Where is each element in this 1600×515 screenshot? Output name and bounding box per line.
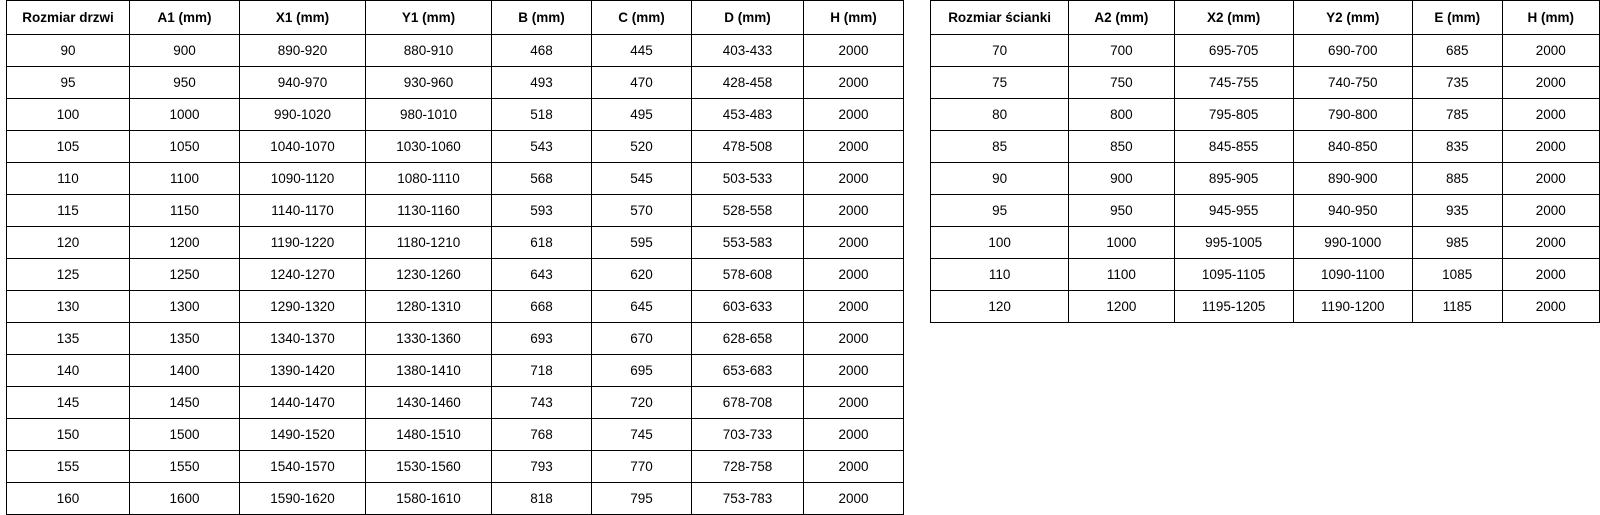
doors-cell: 135 — [7, 323, 130, 355]
walls-cell: 995-1005 — [1174, 227, 1293, 259]
doors-cell: 678-708 — [692, 387, 804, 419]
doors-cell: 2000 — [804, 163, 904, 195]
doors-cell: 643 — [492, 259, 592, 291]
doors-cell: 1030-1060 — [366, 131, 492, 163]
walls-cell: 1100 — [1069, 259, 1174, 291]
walls-cell: 845-855 — [1174, 131, 1293, 163]
table-row — [7, 323, 904, 355]
walls-cell: 2000 — [1502, 291, 1599, 323]
doors-table-container — [6, 0, 904, 515]
table-row — [931, 259, 1600, 291]
doors-cell: 880-910 — [366, 35, 492, 67]
doors-cell: 2000 — [804, 227, 904, 259]
table-row — [931, 67, 1600, 99]
doors-cell: 628-658 — [692, 323, 804, 355]
doors-cell: 1240-1270 — [240, 259, 366, 291]
doors-cell: 570 — [592, 195, 692, 227]
walls-column-header: A2 (mm) — [1069, 1, 1174, 35]
doors-cell: 695 — [592, 355, 692, 387]
doors-cell: 595 — [592, 227, 692, 259]
doors-cell: 890-920 — [240, 35, 366, 67]
walls-cell: 1190-1200 — [1293, 291, 1412, 323]
walls-cell: 100 — [931, 227, 1069, 259]
walls-cell: 695-705 — [1174, 35, 1293, 67]
doors-cell: 520 — [592, 131, 692, 163]
doors-cell: 1100 — [130, 163, 240, 195]
doors-cell: 980-1010 — [366, 99, 492, 131]
doors-cell: 1280-1310 — [366, 291, 492, 323]
doors-cell: 753-783 — [692, 483, 804, 515]
walls-cell: 2000 — [1502, 227, 1599, 259]
walls-cell: 800 — [1069, 99, 1174, 131]
walls-cell: 90 — [931, 163, 1069, 195]
doors-cell: 543 — [492, 131, 592, 163]
doors-cell: 2000 — [804, 195, 904, 227]
doors-cell: 140 — [7, 355, 130, 387]
doors-cell: 2000 — [804, 451, 904, 483]
doors-cell: 100 — [7, 99, 130, 131]
table-row — [7, 67, 904, 99]
doors-cell: 1480-1510 — [366, 419, 492, 451]
doors-cell: 1450 — [130, 387, 240, 419]
doors-cell: 900 — [130, 35, 240, 67]
walls-cell: 690-700 — [1293, 35, 1412, 67]
doors-cell: 2000 — [804, 131, 904, 163]
doors-column-header: Rozmiar drzwi — [7, 1, 130, 35]
walls-column-header: E (mm) — [1412, 1, 1502, 35]
doors-cell: 453-483 — [692, 99, 804, 131]
doors-cell: 720 — [592, 387, 692, 419]
table-row — [7, 259, 904, 291]
doors-cell: 1530-1560 — [366, 451, 492, 483]
doors-cell: 2000 — [804, 387, 904, 419]
doors-cell: 593 — [492, 195, 592, 227]
doors-cell: 445 — [592, 35, 692, 67]
doors-cell: 493 — [492, 67, 592, 99]
doors-cell: 1080-1110 — [366, 163, 492, 195]
doors-cell: 403-433 — [692, 35, 804, 67]
walls-cell: 685 — [1412, 35, 1502, 67]
walls-cell: 745-755 — [1174, 67, 1293, 99]
table-row — [931, 227, 1600, 259]
walls-cell: 2000 — [1502, 99, 1599, 131]
doors-cell: 1230-1260 — [366, 259, 492, 291]
walls-cell: 85 — [931, 131, 1069, 163]
table-row — [7, 451, 904, 483]
doors-cell: 603-633 — [692, 291, 804, 323]
table-row — [931, 163, 1600, 195]
doors-cell: 1350 — [130, 323, 240, 355]
doors-cell: 145 — [7, 387, 130, 419]
doors-cell: 110 — [7, 163, 130, 195]
walls-cell: 2000 — [1502, 163, 1599, 195]
doors-cell: 1550 — [130, 451, 240, 483]
walls-cell: 70 — [931, 35, 1069, 67]
doors-cell: 668 — [492, 291, 592, 323]
doors-cell: 1500 — [130, 419, 240, 451]
doors-cell: 653-683 — [692, 355, 804, 387]
table-row — [7, 195, 904, 227]
doors-cell: 1040-1070 — [240, 131, 366, 163]
doors-cell: 793 — [492, 451, 592, 483]
walls-cell: 1000 — [1069, 227, 1174, 259]
walls-cell: 840-850 — [1293, 131, 1412, 163]
doors-cell: 2000 — [804, 323, 904, 355]
doors-cell: 553-583 — [692, 227, 804, 259]
table-row — [931, 131, 1600, 163]
doors-cell: 940-970 — [240, 67, 366, 99]
walls-table-header — [931, 1, 1600, 35]
walls-cell: 110 — [931, 259, 1069, 291]
walls-column-header: H (mm) — [1502, 1, 1599, 35]
walls-cell: 750 — [1069, 67, 1174, 99]
doors-cell: 1050 — [130, 131, 240, 163]
doors-cell: 618 — [492, 227, 592, 259]
doors-cell: 950 — [130, 67, 240, 99]
doors-cell: 745 — [592, 419, 692, 451]
walls-cell: 950 — [1069, 195, 1174, 227]
walls-cell: 990-1000 — [1293, 227, 1412, 259]
walls-cell: 740-750 — [1293, 67, 1412, 99]
doors-cell: 90 — [7, 35, 130, 67]
doors-table-body — [7, 35, 904, 515]
walls-cell: 890-900 — [1293, 163, 1412, 195]
doors-cell: 468 — [492, 35, 592, 67]
doors-cell: 545 — [592, 163, 692, 195]
walls-cell: 1085 — [1412, 259, 1502, 291]
doors-cell: 1330-1360 — [366, 323, 492, 355]
walls-cell: 80 — [931, 99, 1069, 131]
doors-cell: 2000 — [804, 35, 904, 67]
doors-column-header: B (mm) — [492, 1, 592, 35]
doors-cell: 1000 — [130, 99, 240, 131]
table-row — [7, 227, 904, 259]
walls-cell: 2000 — [1502, 195, 1599, 227]
doors-cell: 95 — [7, 67, 130, 99]
table-header-row — [931, 1, 1600, 35]
walls-cell: 2000 — [1502, 259, 1599, 291]
doors-cell: 1090-1120 — [240, 163, 366, 195]
doors-cell: 578-608 — [692, 259, 804, 291]
doors-cell: 105 — [7, 131, 130, 163]
doors-cell: 743 — [492, 387, 592, 419]
doors-cell: 1540-1570 — [240, 451, 366, 483]
doors-cell: 470 — [592, 67, 692, 99]
doors-cell: 568 — [492, 163, 592, 195]
walls-column-header: X2 (mm) — [1174, 1, 1293, 35]
doors-cell: 693 — [492, 323, 592, 355]
doors-cell: 645 — [592, 291, 692, 323]
walls-cell: 790-800 — [1293, 99, 1412, 131]
doors-cell: 930-960 — [366, 67, 492, 99]
table-row — [7, 419, 904, 451]
doors-cell: 1250 — [130, 259, 240, 291]
doors-cell: 620 — [592, 259, 692, 291]
doors-column-header: Y1 (mm) — [366, 1, 492, 35]
doors-cell: 990-1020 — [240, 99, 366, 131]
doors-cell: 528-558 — [692, 195, 804, 227]
doors-column-header: X1 (mm) — [240, 1, 366, 35]
walls-cell: 75 — [931, 67, 1069, 99]
walls-cell: 1195-1205 — [1174, 291, 1293, 323]
doors-cell: 770 — [592, 451, 692, 483]
walls-column-header: Rozmiar ścianki — [931, 1, 1069, 35]
doors-cell: 428-458 — [692, 67, 804, 99]
table-row — [7, 99, 904, 131]
doors-cell: 1200 — [130, 227, 240, 259]
doors-cell: 2000 — [804, 67, 904, 99]
doors-cell: 1190-1220 — [240, 227, 366, 259]
doors-cell: 150 — [7, 419, 130, 451]
table-row — [7, 387, 904, 419]
doors-cell: 818 — [492, 483, 592, 515]
doors-cell: 518 — [492, 99, 592, 131]
walls-cell: 885 — [1412, 163, 1502, 195]
doors-cell: 718 — [492, 355, 592, 387]
doors-column-header: A1 (mm) — [130, 1, 240, 35]
doors-cell: 1380-1410 — [366, 355, 492, 387]
doors-column-header: H (mm) — [804, 1, 904, 35]
walls-cell: 850 — [1069, 131, 1174, 163]
doors-dimensions-table — [6, 0, 904, 515]
walls-cell: 1200 — [1069, 291, 1174, 323]
doors-cell: 1390-1420 — [240, 355, 366, 387]
doors-cell: 1150 — [130, 195, 240, 227]
doors-cell: 1400 — [130, 355, 240, 387]
doors-cell: 495 — [592, 99, 692, 131]
doors-cell: 2000 — [804, 99, 904, 131]
walls-cell: 1095-1105 — [1174, 259, 1293, 291]
doors-cell: 478-508 — [692, 131, 804, 163]
doors-cell: 2000 — [804, 419, 904, 451]
doors-cell: 1580-1610 — [366, 483, 492, 515]
doors-cell: 1590-1620 — [240, 483, 366, 515]
walls-cell: 2000 — [1502, 35, 1599, 67]
doors-cell: 1340-1370 — [240, 323, 366, 355]
doors-cell: 703-733 — [692, 419, 804, 451]
table-row — [931, 195, 1600, 227]
walls-table-container — [930, 0, 1600, 323]
doors-cell: 2000 — [804, 291, 904, 323]
walls-cell: 945-955 — [1174, 195, 1293, 227]
walls-cell: 1185 — [1412, 291, 1502, 323]
table-row — [7, 35, 904, 67]
walls-cell: 935 — [1412, 195, 1502, 227]
doors-cell: 1600 — [130, 483, 240, 515]
walls-column-header: Y2 (mm) — [1293, 1, 1412, 35]
table-row — [7, 163, 904, 195]
doors-cell: 795 — [592, 483, 692, 515]
table-row — [7, 291, 904, 323]
doors-cell: 2000 — [804, 355, 904, 387]
doors-cell: 1130-1160 — [366, 195, 492, 227]
table-row — [7, 131, 904, 163]
doors-cell: 155 — [7, 451, 130, 483]
doors-cell: 728-758 — [692, 451, 804, 483]
walls-cell: 940-950 — [1293, 195, 1412, 227]
walls-cell: 895-905 — [1174, 163, 1293, 195]
walls-cell: 900 — [1069, 163, 1174, 195]
table-row — [7, 355, 904, 387]
doors-cell: 1140-1170 — [240, 195, 366, 227]
doors-cell: 1180-1210 — [366, 227, 492, 259]
doors-cell: 768 — [492, 419, 592, 451]
doors-cell: 160 — [7, 483, 130, 515]
walls-cell: 735 — [1412, 67, 1502, 99]
walls-cell: 835 — [1412, 131, 1502, 163]
walls-cell: 95 — [931, 195, 1069, 227]
walls-cell: 795-805 — [1174, 99, 1293, 131]
doors-cell: 1300 — [130, 291, 240, 323]
walls-cell: 2000 — [1502, 131, 1599, 163]
doors-cell: 503-533 — [692, 163, 804, 195]
doors-cell: 115 — [7, 195, 130, 227]
doors-cell: 1430-1460 — [366, 387, 492, 419]
doors-table-header — [7, 1, 904, 35]
walls-table-body — [931, 35, 1600, 323]
doors-cell: 1290-1320 — [240, 291, 366, 323]
doors-cell: 130 — [7, 291, 130, 323]
walls-dimensions-table — [930, 0, 1600, 323]
table-row — [931, 35, 1600, 67]
doors-cell: 1440-1470 — [240, 387, 366, 419]
walls-cell: 700 — [1069, 35, 1174, 67]
doors-column-header: D (mm) — [692, 1, 804, 35]
doors-cell: 670 — [592, 323, 692, 355]
walls-cell: 785 — [1412, 99, 1502, 131]
doors-cell: 2000 — [804, 483, 904, 515]
walls-cell: 985 — [1412, 227, 1502, 259]
doors-cell: 120 — [7, 227, 130, 259]
table-row — [7, 483, 904, 515]
walls-cell: 1090-1100 — [1293, 259, 1412, 291]
walls-cell: 2000 — [1502, 67, 1599, 99]
doors-cell: 2000 — [804, 259, 904, 291]
doors-column-header: C (mm) — [592, 1, 692, 35]
walls-cell: 120 — [931, 291, 1069, 323]
doors-cell: 125 — [7, 259, 130, 291]
table-row — [931, 291, 1600, 323]
table-row — [931, 99, 1600, 131]
table-header-row — [7, 1, 904, 35]
doors-cell: 1490-1520 — [240, 419, 366, 451]
